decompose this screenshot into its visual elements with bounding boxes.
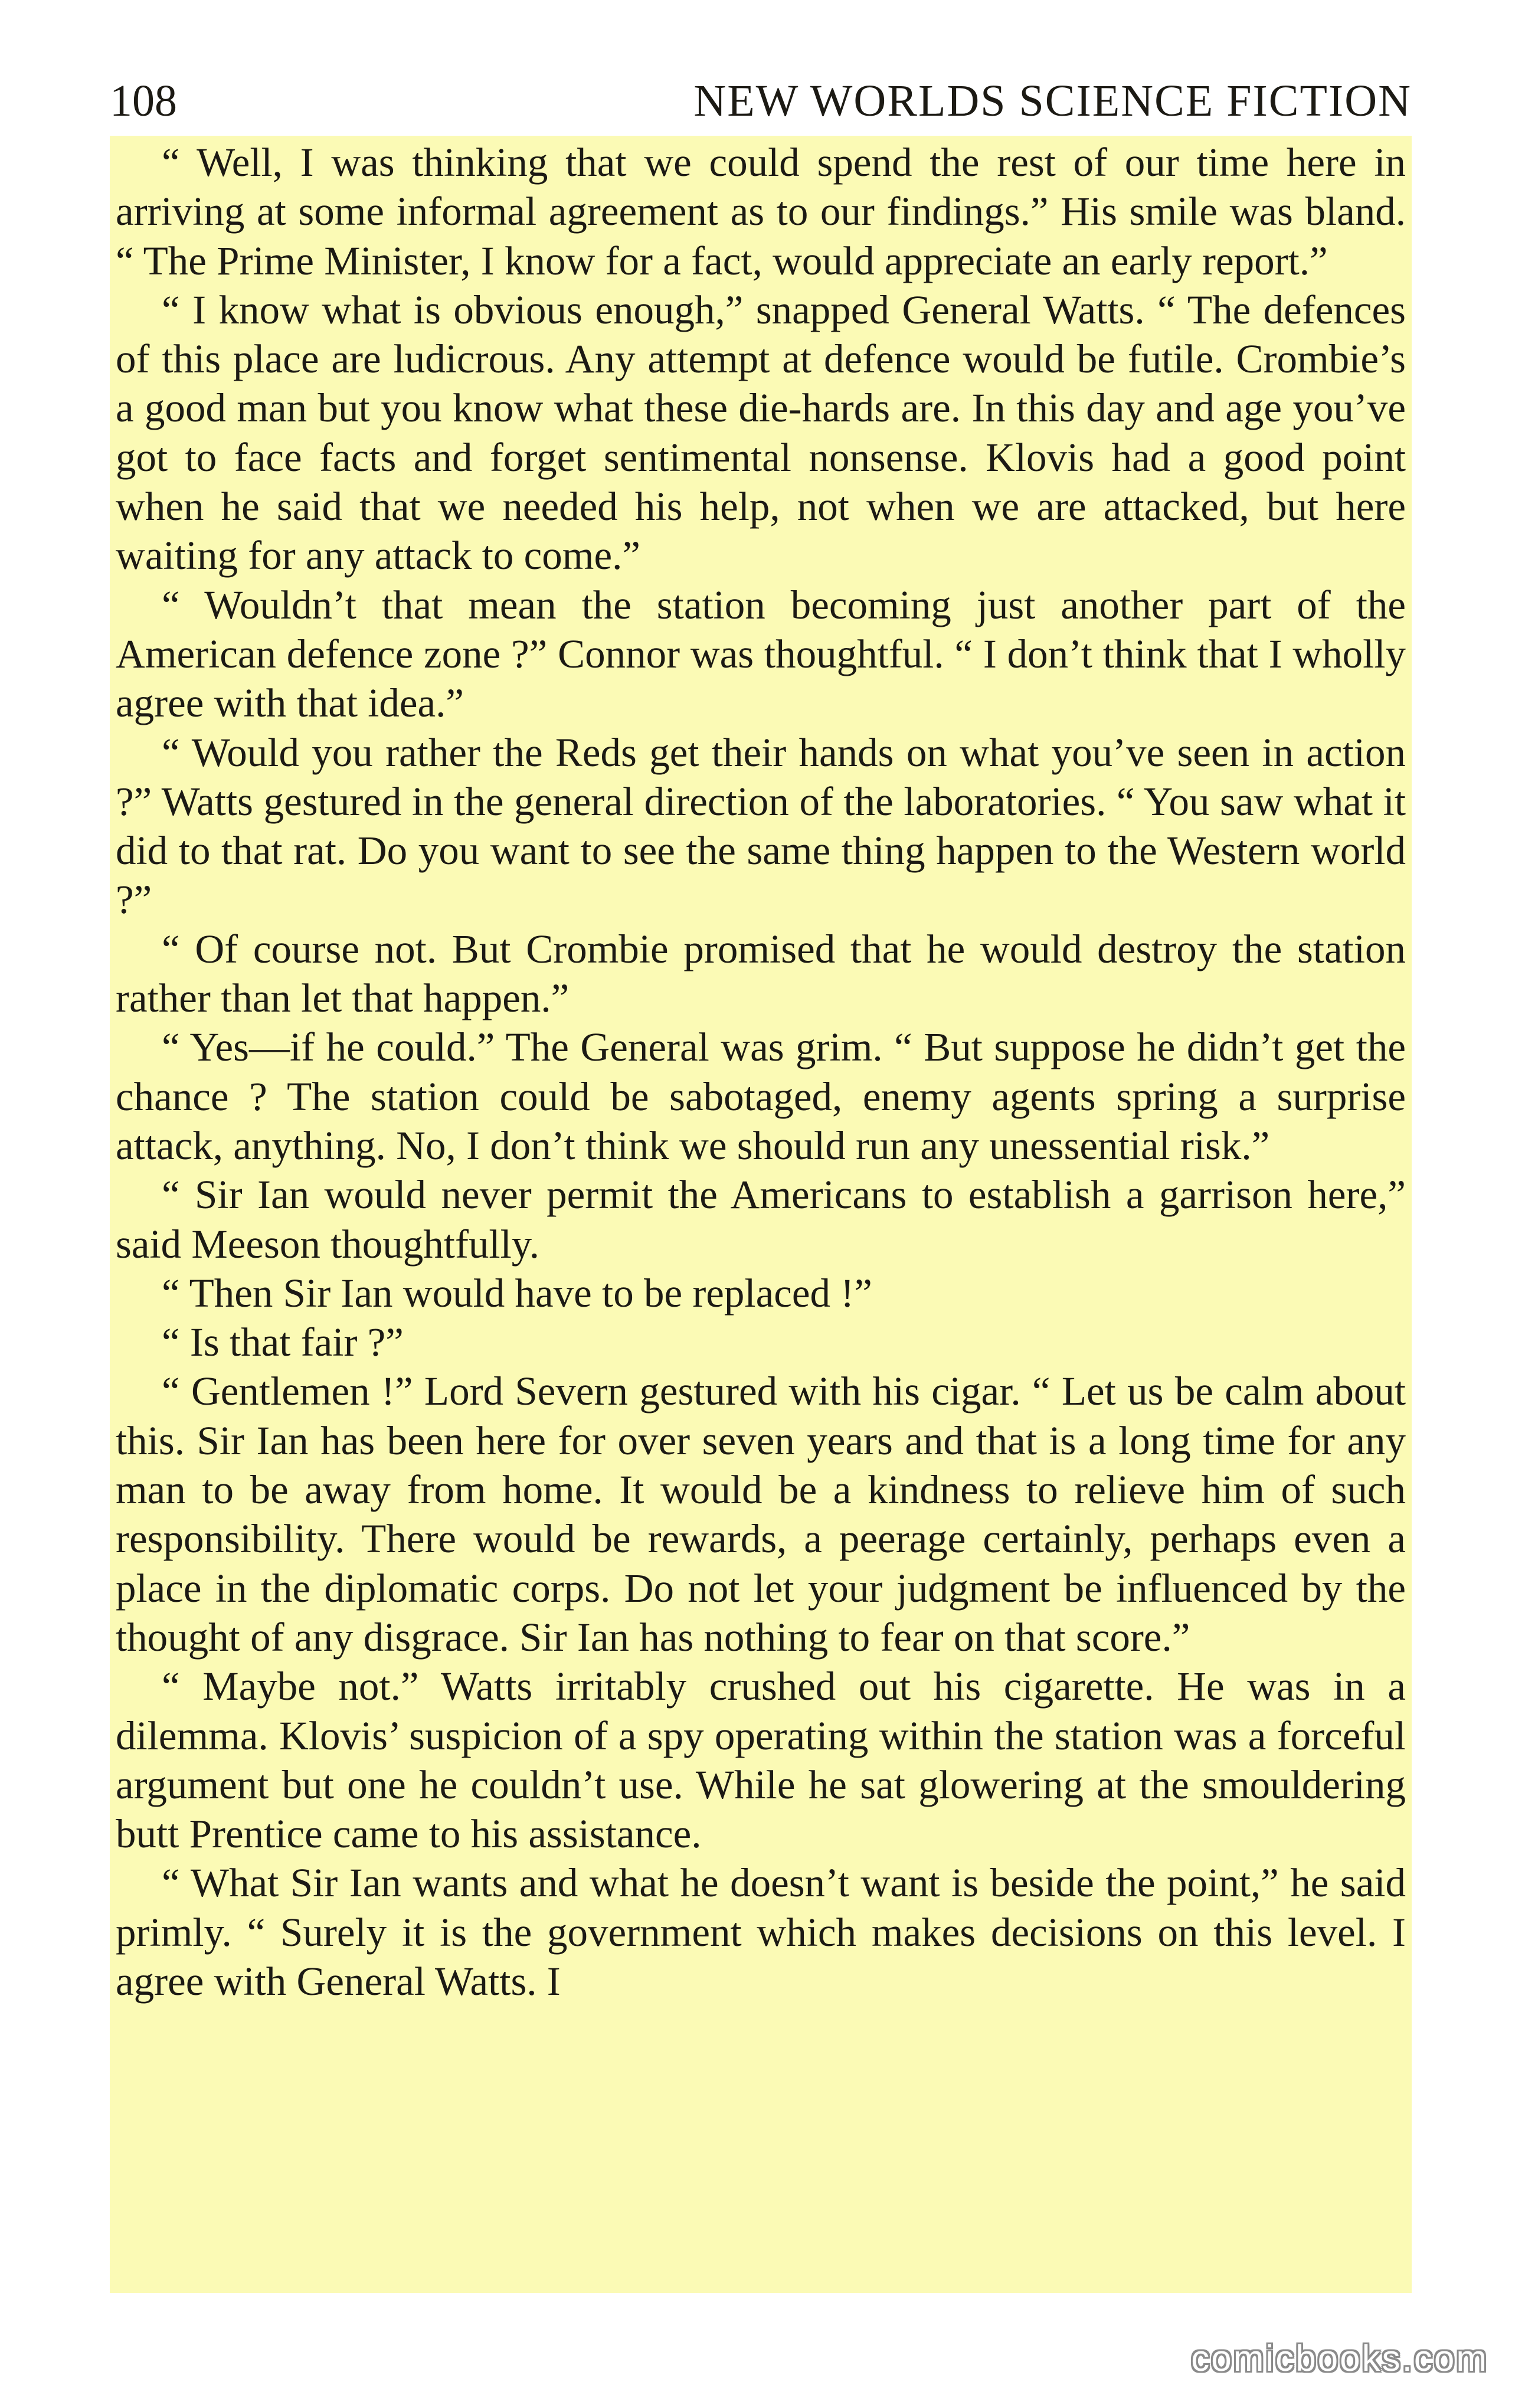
body-text — [116, 138, 1406, 2006]
paragraph: “ Yes—if he could.” The General was grim. “ But suppose he didn’t get the chance ? The station could be sabotaged, enemy agents spring a surprise attack, anything. No, I don’t think we should run any unessential risk.” — [116, 1025, 1406, 1168]
paragraph: “ Maybe not.” Watts irritably crushed out his cigarette. He was in a dilemma. Klovis’ suspicion of a spy operating within the station was a forceful argument but one he couldn’t use. While he sat glowering at the smouldering butt Prentice came to his assistance. — [116, 1664, 1406, 1857]
running-title: NEW WORLDS SCIENCE FICTION — [693, 76, 1412, 126]
paragraph: “ Wouldn’t that mean the station becoming just another part of the American defence zone ?” Connor was thoughtful. “ I don’t think that I wholly agree with that idea.” — [116, 582, 1406, 726]
paragraph: “ I know what is obvious enough,” snapped General Watts. “ The defences of this place are ludicrous. Any attempt at defence would be futile. Crombie’s a good man but you know what these die-hards are. In this day and age you’ve got to face facts and forget sentimental nonsense. Klovis had a good point when he said that we needed his help, not when we are attacked, but here waiting for any attack to come.” — [116, 287, 1406, 578]
book-page — [110, 77, 1412, 2319]
paragraph: “ Is that fair ?” — [162, 1320, 404, 1365]
running-header — [110, 77, 1412, 125]
paragraph: “ Sir Ian would never permit the Americans to establish a garrison here,” said Meeson thoughtfully. — [116, 1172, 1406, 1267]
site-watermark: comicbooks.com — [1191, 2338, 1488, 2379]
paragraph: “ Gentlemen !” Lord Severn gestured with his cigar. “ Let us be calm about this. Sir Ian has been here for over seven years and that is a long time for any man to be away from home. It would be a kindness to relieve him of such responsibility. There would be rewards, a peerage certainly, perhaps even a place in the diplomatic corps. Do not let your judgment be influenced by the thought of any disgrace. Sir Ian has nothing to fear on that score.” — [116, 1369, 1406, 1660]
paragraph: “ Then Sir Ian would have to be replaced !” — [162, 1270, 872, 1316]
paragraph: “ Well, I was thinking that we could spend the rest of our time here in arriving at some informal agreement as to our findings.” His smile was bland. “ The Prime Minister, I know for a fact, would appreciate an early report.” — [116, 140, 1406, 283]
page-number: 108 — [110, 76, 177, 126]
paragraph: “ Would you rather the Reds get their hands on what you’ve seen in action ?” Watts gestured in the general direction of the laboratories. “ You saw what it did to that rat. Do you want to see the same thing happen to the Western world ?” — [116, 729, 1406, 922]
paragraph: “ Of course not. But Crombie promised that he would destroy the station rather than let that happen.” — [116, 926, 1406, 1021]
paragraph: “ What Sir Ian wants and what he doesn’t want is beside the point,” he said primly. “ Surely it is the government which makes decisions on this level. I agree with General Watts. I — [116, 1860, 1406, 2004]
